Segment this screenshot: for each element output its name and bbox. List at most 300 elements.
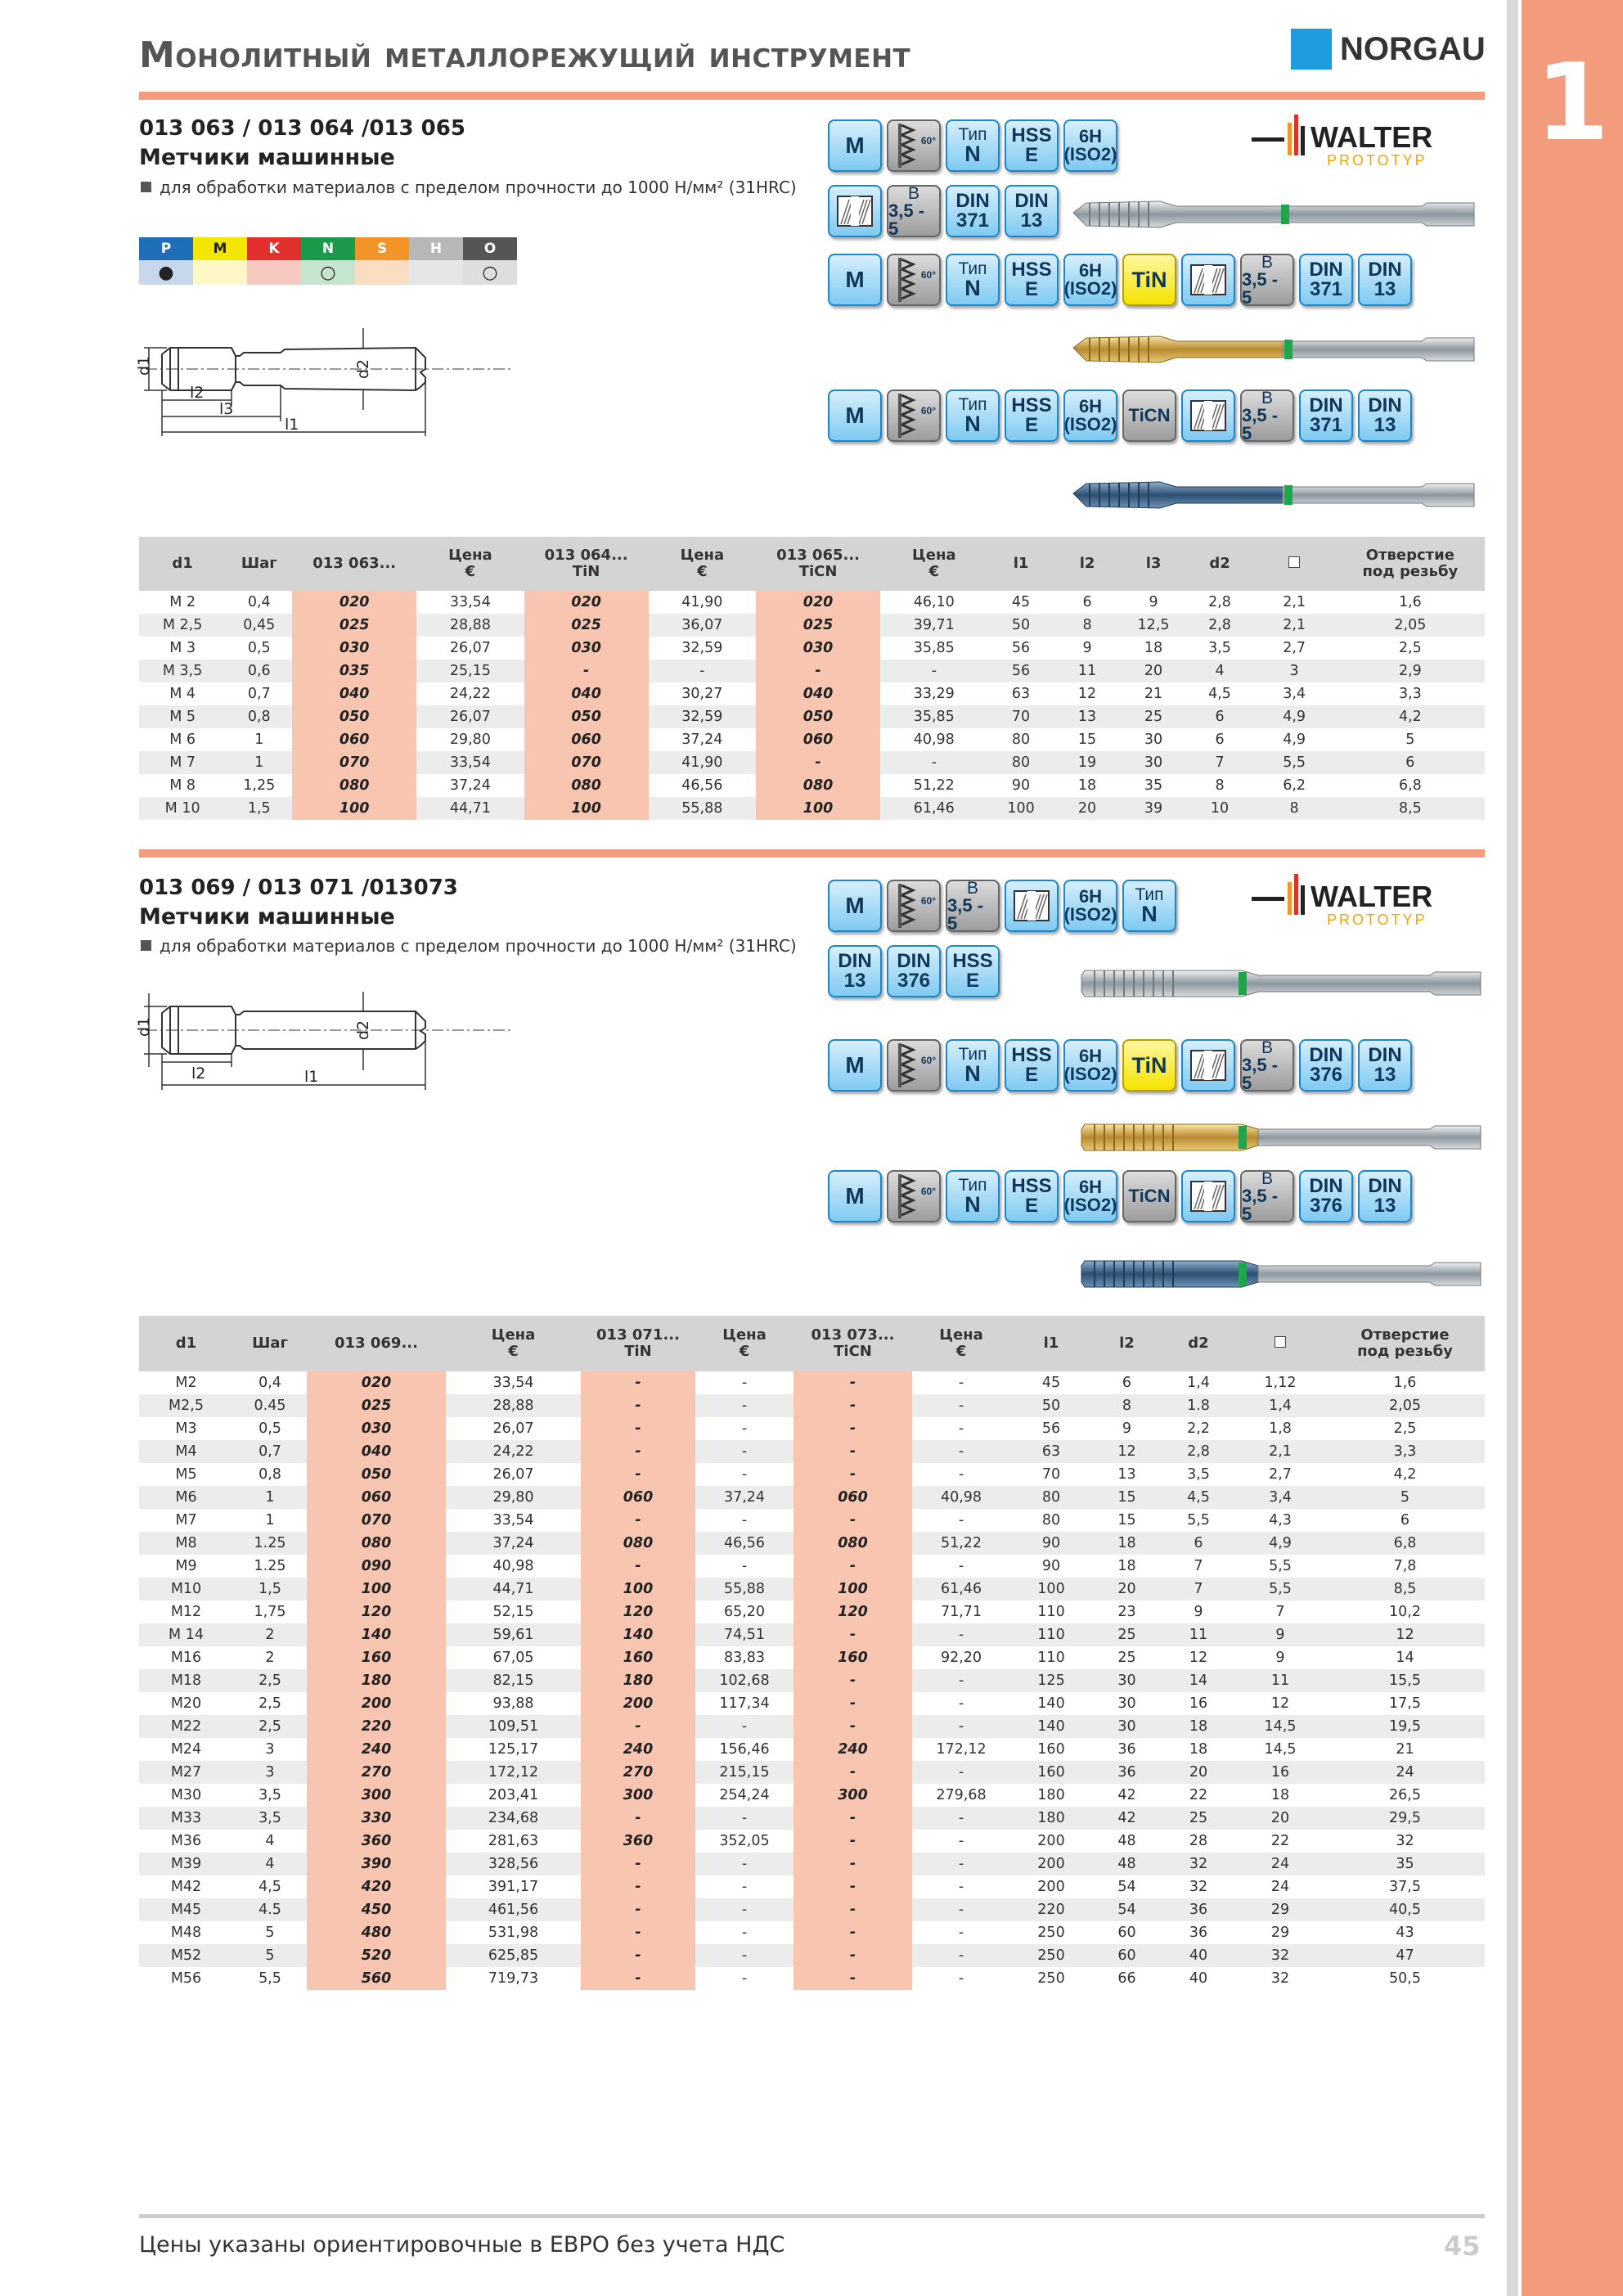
table-cell: 719,73 (446, 1967, 581, 1990)
table-cell: 12,5 (1121, 614, 1187, 637)
walter-prototyp-logo (1252, 115, 1484, 172)
table-cell: 1,4 (1162, 1371, 1235, 1394)
tbl2-header-2: 013 069... (307, 1316, 446, 1371)
hss-label: HSS (1011, 1175, 1052, 1197)
table-cell: 100 (756, 797, 880, 820)
hss-e-label: E (1024, 278, 1038, 300)
table-cell: 030 (292, 637, 416, 660)
table-cell: 172,12 (912, 1738, 1010, 1761)
tap2-image-ticn (1078, 1248, 1484, 1300)
table-cell: - (581, 1509, 695, 1532)
tap-type-symbol (946, 254, 1000, 306)
metric-thread-symbol (828, 1170, 882, 1222)
table-cell: - (695, 1853, 794, 1875)
table-cell: 60 (1092, 1921, 1162, 1944)
table-cell: 6 (1336, 751, 1485, 774)
table-cell: 6 (1187, 705, 1253, 728)
table-cell: - (794, 1440, 912, 1463)
table-cell: 080 (756, 774, 880, 797)
chamfer-b-value: 3,5 - 5 (1242, 1185, 1279, 1224)
chamfer-b-value: 3,5 - 5 (1242, 268, 1279, 308)
table-row (139, 660, 1485, 682)
table-cell: - (581, 1944, 695, 1967)
table-cell: M36 (139, 1830, 233, 1853)
table-cell: M16 (139, 1646, 233, 1669)
chamfer-b-value: 3,5 - 5 (1242, 404, 1279, 443)
table-cell: M52 (139, 1944, 233, 1967)
table-cell: M 2,5 (139, 614, 226, 637)
table-cell: 63 (988, 682, 1054, 705)
table-cell: 240 (794, 1738, 912, 1761)
table-cell: 13 (1092, 1463, 1162, 1486)
table-row (139, 1623, 1485, 1646)
ticn-label: TiCN (1128, 405, 1171, 425)
ticn-coating-symbol (1122, 1170, 1176, 1222)
table-cell: 6,8 (1325, 1532, 1485, 1555)
table-cell: 140 (1010, 1692, 1092, 1715)
table-cell: 29 (1235, 1921, 1325, 1944)
table-cell: 2,7 (1253, 637, 1336, 660)
table-cell: 220 (307, 1715, 446, 1738)
hss-e-label: E (1024, 144, 1038, 166)
table-cell: 200 (1010, 1830, 1092, 1853)
table-cell: 29,80 (446, 1486, 581, 1509)
table-cell: 020 (524, 591, 649, 614)
chapter-sidebar (1522, 0, 1623, 2296)
table-cell: 1 (226, 751, 292, 774)
hss-label: HSS (1011, 259, 1052, 281)
material-p-mark: ● (139, 260, 193, 285)
tbl1-header-2: 013 063... (292, 537, 416, 591)
table-cell: 25 (1121, 705, 1187, 728)
table-cell: - (581, 1715, 695, 1738)
table-cell: 14 (1325, 1646, 1485, 1669)
metric-label: M (845, 267, 865, 292)
table-cell: 035 (292, 660, 416, 682)
din-label: DIN (1309, 1044, 1343, 1066)
table-cell: 120 (307, 1600, 446, 1623)
tolerance-iso: (ISO2) (1063, 904, 1117, 925)
table-cell: 12 (1235, 1692, 1325, 1715)
table-cell: - (794, 1944, 912, 1967)
table-row (139, 682, 1485, 705)
table-cell: - (912, 1440, 1010, 1463)
tbl2-header-8: l1 (1010, 1316, 1092, 1371)
table-cell: 71,71 (912, 1600, 1010, 1623)
table-cell: M 14 (139, 1623, 233, 1646)
table-cell: 35 (1325, 1853, 1485, 1875)
sidebar-divider (1507, 0, 1518, 2296)
tap-type-symbol (946, 1039, 1000, 1092)
table-cell: M7 (139, 1509, 233, 1532)
table-cell: - (695, 1371, 794, 1394)
tbl2-header-5: Цена € (695, 1316, 794, 1371)
table-cell: 40 (1162, 1944, 1235, 1967)
table-cell: 19,5 (1325, 1715, 1485, 1738)
table-cell: 9 (1092, 1417, 1162, 1440)
table-row (139, 1761, 1485, 1784)
table-cell: 56 (988, 660, 1054, 682)
tbl1-header-1: Шаг (226, 537, 292, 591)
table-cell: 200 (581, 1692, 695, 1715)
table-cell: 39 (1121, 797, 1187, 820)
tbl2-header-9: l2 (1092, 1316, 1162, 1371)
table-cell: 18 (1092, 1532, 1162, 1555)
table-cell: - (794, 1623, 912, 1646)
table-cell: 3,5 (1162, 1463, 1235, 1486)
table-cell: 60 (1092, 1944, 1162, 1967)
table-cell: 54 (1092, 1898, 1162, 1921)
table-cell: 7 (1187, 751, 1253, 774)
type-value: N (964, 1192, 981, 1217)
table-cell: 0,8 (226, 705, 292, 728)
norgau-logo (1291, 28, 1486, 70)
table-cell: 24 (1325, 1761, 1485, 1784)
table-cell: 100 (292, 797, 416, 820)
thread-angle-label: 60° (920, 135, 936, 146)
table-cell: 5,5 (1253, 751, 1336, 774)
table-cell: 5 (233, 1921, 307, 1944)
table-cell: 5,5 (233, 1967, 307, 1990)
table-cell: 120 (794, 1600, 912, 1623)
tbl1-header-10: l3 (1121, 537, 1187, 591)
table-cell: - (912, 1921, 1010, 1944)
table-cell: 6,2 (1253, 774, 1336, 797)
table-cell: 29,80 (416, 728, 524, 751)
table-row (139, 1440, 1485, 1463)
table-cell: 2,8 (1162, 1440, 1235, 1463)
hsse-material-symbol (1005, 119, 1059, 172)
material-s-mark (355, 260, 409, 285)
din-label: DIN (1309, 394, 1343, 416)
table-cell: 33,54 (446, 1371, 581, 1394)
table-cell: 12 (1162, 1646, 1235, 1669)
table-cell: 025 (307, 1394, 446, 1417)
hole-hatch-icon (1189, 1180, 1227, 1213)
table-row (139, 1394, 1485, 1417)
table-cell: - (794, 1555, 912, 1578)
table-cell: 12 (1054, 682, 1121, 705)
material-n-mark: ○ (301, 260, 355, 285)
thread-angle-label: 60° (920, 405, 936, 416)
table-cell: - (581, 1921, 695, 1944)
table-cell: 30 (1121, 728, 1187, 751)
table-cell: 0,7 (226, 682, 292, 705)
table-cell: M24 (139, 1738, 233, 1761)
table-cell: - (912, 1371, 1010, 1394)
table-cell: 9 (1054, 637, 1121, 660)
table-cell: 9 (1121, 591, 1187, 614)
table-row (139, 1967, 1485, 1990)
table-cell: 1,12 (1235, 1371, 1325, 1394)
tolerance-iso: (ISO2) (1063, 1195, 1117, 1215)
table-cell: 26,5 (1325, 1784, 1485, 1807)
hole-hatch-icon (836, 195, 874, 227)
table-cell: 020 (292, 591, 416, 614)
section2-divider (139, 849, 1485, 858)
hss-e-label: E (965, 970, 979, 992)
table-cell: 080 (794, 1532, 912, 1555)
tap-type-symbol (946, 1170, 1000, 1222)
table-cell: 5,5 (1235, 1578, 1325, 1600)
tolerance-class: 6H (1078, 886, 1103, 907)
table-cell: 461,56 (446, 1898, 581, 1921)
through-hole-icon (1181, 1170, 1235, 1222)
table-cell: - (912, 1669, 1010, 1692)
table-cell: 180 (1010, 1807, 1092, 1830)
table-cell: 11 (1235, 1669, 1325, 1692)
table-row (139, 1417, 1485, 1440)
table-cell: 33,54 (416, 591, 524, 614)
table-cell: 33,29 (880, 682, 988, 705)
table-cell: - (695, 1715, 794, 1738)
table-cell: 14,5 (1235, 1738, 1325, 1761)
tolerance-iso: (ISO2) (1063, 414, 1117, 434)
table-cell: 531,98 (446, 1921, 581, 1944)
table-cell: 6 (1162, 1532, 1235, 1555)
thread-angle-label: 60° (920, 1055, 936, 1066)
table-row (139, 774, 1485, 797)
table-cell: 1,5 (233, 1578, 307, 1600)
tap-type-symbol (946, 119, 1000, 172)
din-376-number: 376 (897, 970, 931, 992)
din-13-symbol (1005, 185, 1059, 237)
table-cell: - (581, 1853, 695, 1875)
hss-label: HSS (1011, 1044, 1052, 1066)
tbl2-header-6: 013 073... TiCN (794, 1316, 912, 1371)
hsse-material-symbol (1005, 1039, 1059, 1092)
table-cell: 025 (292, 614, 416, 637)
table-cell: 18 (1235, 1784, 1325, 1807)
table-cell: 125,17 (446, 1738, 581, 1761)
table-cell: 26,07 (416, 637, 524, 660)
material-groups (139, 237, 517, 285)
table-cell: 2,1 (1235, 1440, 1325, 1463)
hole-hatch-icon (1189, 263, 1227, 296)
table-cell: 100 (307, 1578, 446, 1600)
type-label: Тип (958, 395, 987, 414)
table-cell: 6 (1054, 591, 1121, 614)
table-cell: 32 (1325, 1830, 1485, 1853)
walter-text-2: WALTER (1311, 880, 1433, 913)
table-row (139, 1578, 1485, 1600)
table-cell: - (880, 660, 988, 682)
table-cell: 234,68 (446, 1807, 581, 1830)
table-cell: 70 (1010, 1463, 1092, 1486)
table-cell: 390 (307, 1853, 446, 1875)
table-cell: 4 (233, 1830, 307, 1853)
hsse-material-symbol (1005, 254, 1059, 306)
table-cell: 279,68 (912, 1784, 1010, 1807)
table-cell: 090 (307, 1555, 446, 1578)
table-cell: - (794, 1761, 912, 1784)
table-cell: 28 (1162, 1830, 1235, 1853)
table-cell: 7 (1162, 1555, 1235, 1578)
hss-label: HSS (1011, 394, 1052, 416)
table-cell: M39 (139, 1853, 233, 1875)
table-cell: 22 (1235, 1830, 1325, 1853)
table-cell: 200 (307, 1692, 446, 1715)
table-cell: 11 (1162, 1623, 1235, 1646)
table-cell: M18 (139, 1669, 233, 1692)
tbl1-header-11: d2 (1187, 537, 1253, 591)
through-hole-icon (1181, 1039, 1235, 1092)
chamfer-b-label: B (1261, 1038, 1273, 1057)
table-cell: - (794, 1830, 912, 1853)
chamfer-b-value: 3,5 - 5 (888, 200, 925, 239)
table-row (139, 1921, 1485, 1944)
table-cell: 7 (1235, 1600, 1325, 1623)
table-cell: 50 (1010, 1394, 1092, 1417)
table-cell: 100 (988, 797, 1054, 820)
din-13-symbol (828, 945, 882, 997)
table-cell: 4 (1187, 660, 1253, 682)
tolerance-symbol (1063, 1170, 1117, 1222)
table-cell: 18 (1121, 637, 1187, 660)
table-cell: 3,3 (1336, 682, 1485, 705)
table-cell: M4 (139, 1440, 233, 1463)
tolerance-symbol (1063, 119, 1117, 172)
din-label: DIN (1368, 394, 1402, 416)
footer-divider (139, 2214, 1485, 2218)
section2-name: Метчики машинные (139, 904, 395, 930)
table-cell: 6 (1187, 728, 1253, 751)
table-cell: - (756, 751, 880, 774)
thread-angle-label: 60° (920, 895, 936, 907)
table-cell: - (581, 1898, 695, 1921)
hss-e-label: E (1024, 1195, 1038, 1217)
table-cell: 36 (1162, 1921, 1235, 1944)
table-cell: 36 (1162, 1898, 1235, 1921)
table-cell: 1.25 (233, 1532, 307, 1555)
table-cell: M56 (139, 1967, 233, 1990)
table-cell: 180 (1010, 1784, 1092, 1807)
table-cell: 50,5 (1325, 1967, 1485, 1990)
din-13-symbol (1358, 1039, 1412, 1092)
table-cell: 56 (988, 637, 1054, 660)
table-cell: - (695, 1807, 794, 1830)
through-hole-icon (828, 185, 882, 237)
table-cell: 2,7 (1235, 1463, 1325, 1486)
hole-hatch-icon (1189, 1049, 1227, 1082)
din-376-number: 376 (1309, 1064, 1343, 1086)
table-cell: 15,5 (1325, 1669, 1485, 1692)
table-row (139, 1509, 1485, 1532)
table-cell: 360 (581, 1830, 695, 1853)
din-13-number: 13 (1373, 278, 1396, 300)
table-cell: 070 (292, 751, 416, 774)
table-cell: 080 (292, 774, 416, 797)
table-cell: 4 (233, 1853, 307, 1875)
hsse-material-symbol (1005, 1170, 1059, 1222)
table-cell: 43 (1325, 1921, 1485, 1944)
table-cell: 1 (226, 728, 292, 751)
table-cell: 1.25 (233, 1555, 307, 1578)
table-cell: 11 (1054, 660, 1121, 682)
table-cell: 18 (1092, 1555, 1162, 1578)
table-row (139, 1898, 1485, 1921)
table-cell: 10,2 (1325, 1600, 1485, 1623)
table-cell: - (581, 1875, 695, 1898)
table-cell: 29,5 (1325, 1807, 1485, 1830)
table-cell: 21 (1121, 682, 1187, 705)
table-cell: 060 (307, 1486, 446, 1509)
table-cell: 80 (988, 728, 1054, 751)
table-cell: 8 (1054, 614, 1121, 637)
table-row (139, 1600, 1485, 1623)
table-cell: 32,59 (649, 705, 757, 728)
table-cell: 250 (1010, 1967, 1092, 1990)
table-row (139, 1715, 1485, 1738)
table-cell: 90 (1010, 1555, 1092, 1578)
table-row (139, 1371, 1485, 1394)
table-row (139, 1853, 1485, 1875)
din-13-number: 13 (1373, 1195, 1396, 1217)
table-row (139, 728, 1485, 751)
table-cell: 4,2 (1325, 1463, 1485, 1486)
table-cell: 45 (1010, 1371, 1092, 1394)
table-cell: - (581, 1967, 695, 1990)
table-row (139, 1875, 1485, 1898)
table-cell: - (695, 1967, 794, 1990)
table-cell: 080 (307, 1532, 446, 1555)
tolerance-symbol (1063, 389, 1117, 442)
metric-label: M (845, 1183, 865, 1209)
table-cell: 33,54 (446, 1509, 581, 1532)
table-cell: 2,8 (1187, 614, 1253, 637)
tap-image-tin (1070, 323, 1479, 376)
chapter-number: 1 (1535, 40, 1610, 164)
page-number: 45 (1444, 2231, 1481, 2262)
din-376-symbol (1299, 1039, 1353, 1092)
table-cell: 93,88 (446, 1692, 581, 1715)
table-cell: 100 (1010, 1578, 1092, 1600)
table-cell: 2,05 (1325, 1394, 1485, 1417)
table-cell: - (794, 1463, 912, 1486)
table-cell: 54 (1092, 1875, 1162, 1898)
table-cell: 328,56 (446, 1853, 581, 1875)
table-cell: 140 (1010, 1715, 1092, 1738)
table-cell: 44,71 (446, 1578, 581, 1600)
table-cell: 36 (1092, 1761, 1162, 1784)
table-cell: 28,88 (416, 614, 524, 637)
type-value: N (1141, 902, 1158, 926)
table-cell: 2,5 (233, 1715, 307, 1738)
table-cell: 480 (307, 1921, 446, 1944)
section1-table (139, 537, 1485, 820)
din-label: DIN (897, 950, 931, 972)
table-cell: 420 (307, 1875, 446, 1898)
table-cell: 51,22 (912, 1532, 1010, 1555)
chamfer-b-value: 3,5 - 5 (1242, 1054, 1279, 1093)
table-row (139, 797, 1485, 820)
table-cell: 90 (1010, 1532, 1092, 1555)
table-cell: 39,71 (880, 614, 988, 637)
tolerance-class: 6H (1078, 1046, 1103, 1066)
table-cell: 203,41 (446, 1784, 581, 1807)
table-cell: M10 (139, 1578, 233, 1600)
tbl2-header-11 (1235, 1316, 1325, 1371)
table-cell: 48 (1092, 1853, 1162, 1875)
table-cell: 4,3 (1235, 1509, 1325, 1532)
table-cell: M20 (139, 1692, 233, 1715)
table-cell: 520 (307, 1944, 446, 1967)
table-cell: - (524, 660, 649, 682)
table-cell: 2,5 (1336, 637, 1485, 660)
tolerance-class: 6H (1078, 260, 1103, 281)
table-cell: 4,9 (1253, 728, 1336, 751)
chamfer-b-label: B (907, 183, 919, 203)
